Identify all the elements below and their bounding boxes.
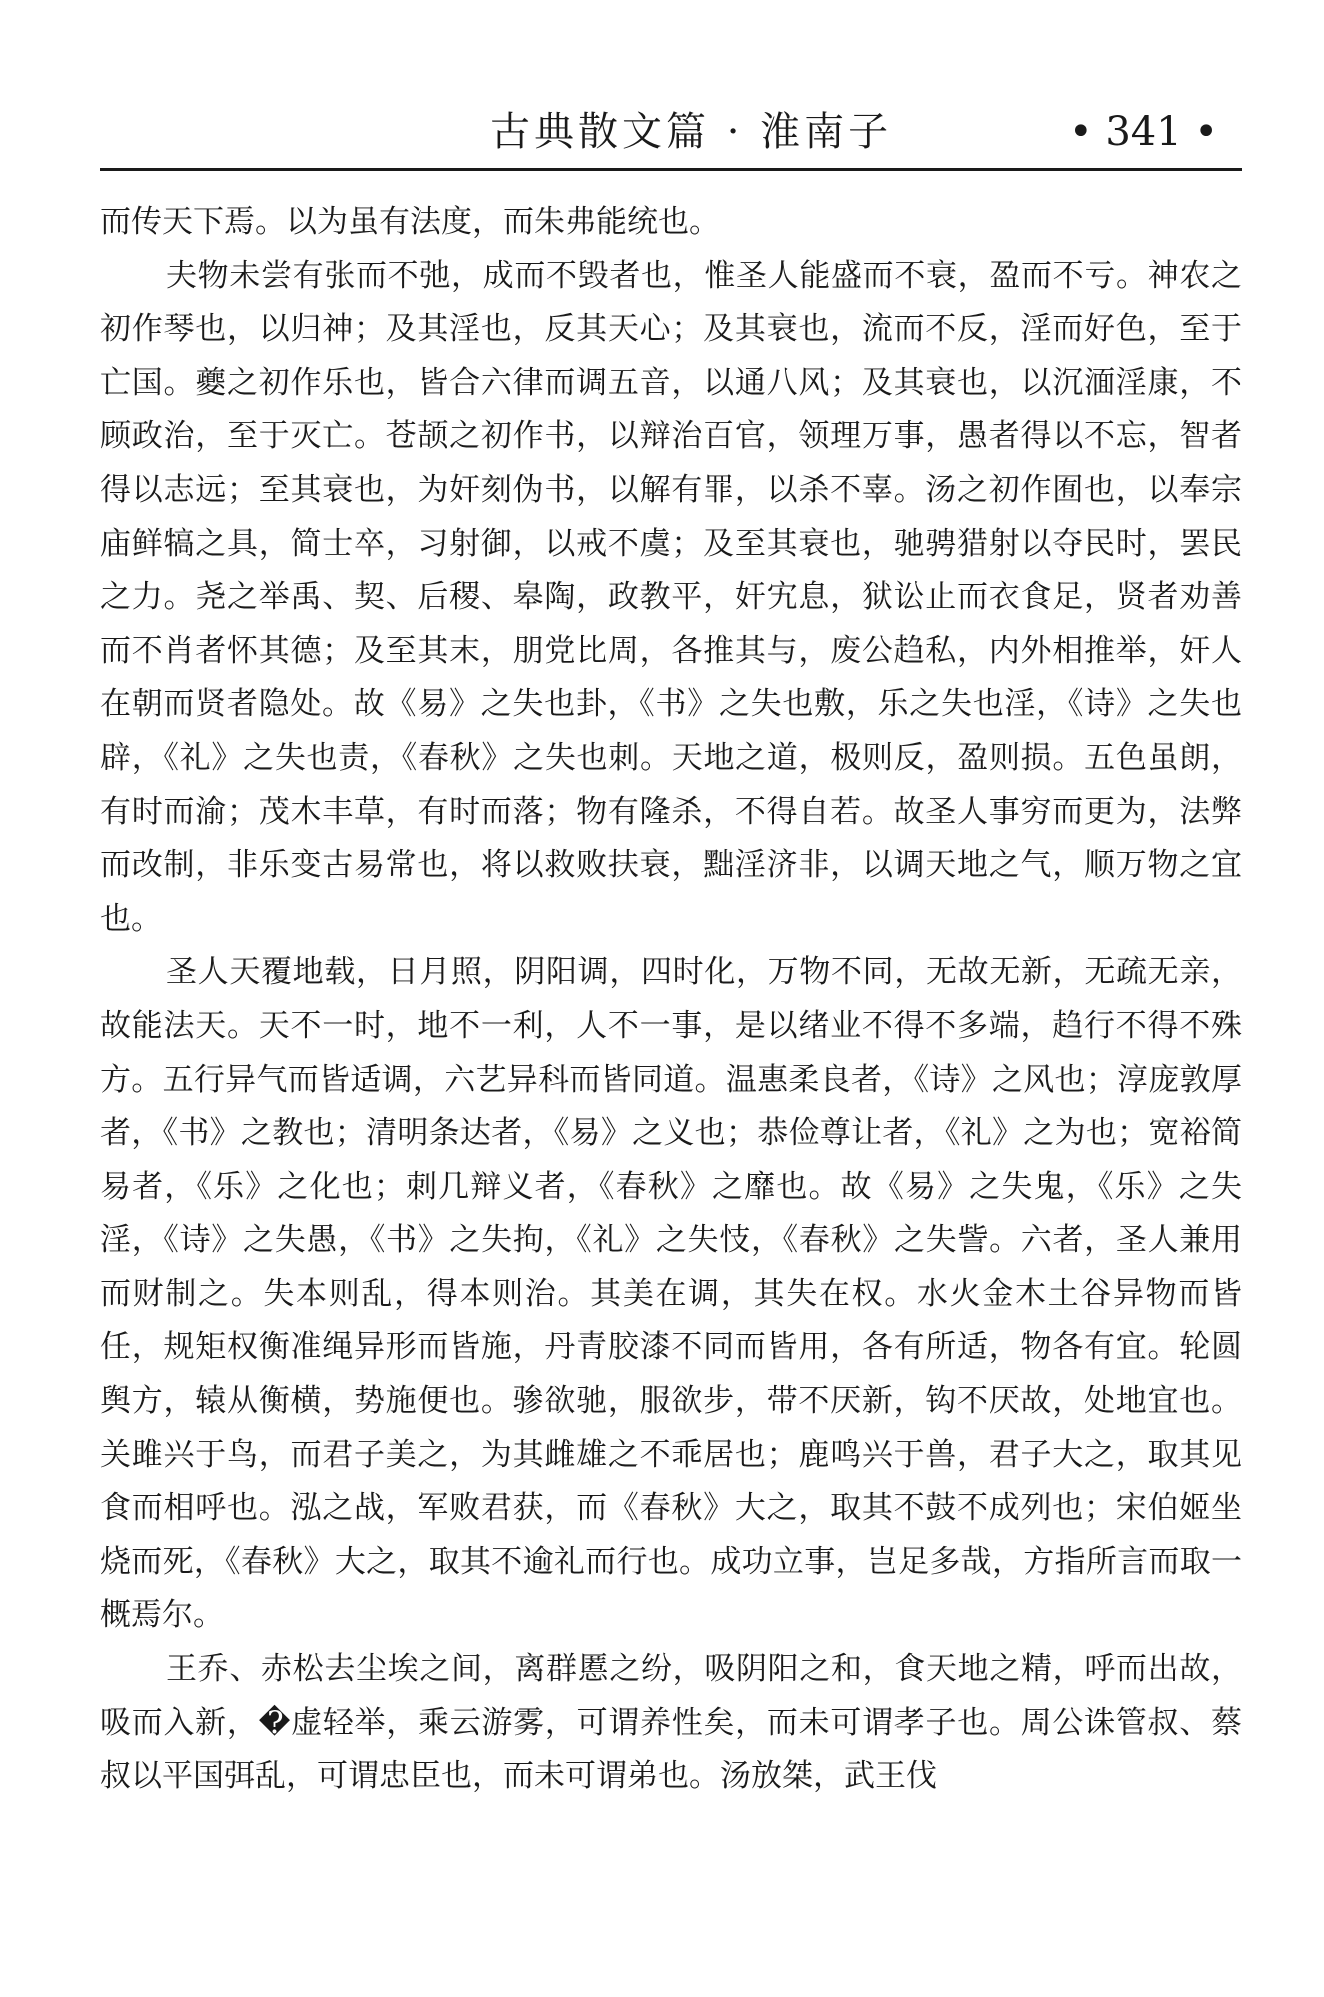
header-rule — [100, 168, 1242, 171]
header-title: 古典散文篇 · 淮南子 — [490, 109, 893, 155]
body-text — [100, 196, 1242, 1804]
paragraph: 而传天下焉。以为虽有法度，而朱弗能统也。 — [100, 204, 720, 240]
running-header — [100, 104, 1242, 164]
paragraph: 王乔、赤松去尘埃之间，离群慝之纷，吸阴阳之和，食天地之精，呼而出故，吸而入新，�虚轻举，乘云游雾，可谓养性矣，而未可谓孝子也。周公诛管叔、蔡叔以平国弭乱，可谓忠臣也，而未可谓弟也。汤放桀，武王伐 — [100, 1651, 1242, 1795]
page-number: • 341 • — [1069, 109, 1218, 155]
paragraph: 圣人天覆地载，日月照，阴阳调，四时化，万物不同，无故无新，无疏无亲，故能法天。天不一时，地不一利，人不一事，是以绪业不得不多端，趋行不得不殊方。五行异气而皆适调，六艺异科而皆同道。温惠柔良者，《诗》之风也；淳庞敦厚者，《书》之教也；清明条达者，《易》之义也；恭俭尊让者，《礼》之为也；宽裕简易者，《乐》之化也；刺几辩义者，《春秋》之靡也。故《易》之失鬼，《乐》之失淫，《诗》之失愚，《书》之失拘，《礼》之失忮，《春秋》之失訾。六者，圣人兼用而财制之。失本则乱，得本则治。其美在调，其失在权。水火金木土谷异物而皆任，规矩权衡准绳异形而皆施，丹青胶漆不同而皆用，各有所适，物各有宜。轮圆舆方，辕从衡横，势施便也。骖欲驰，服欲步，带不厌新，钩不厌故，处地宜也。关雎兴于鸟，而君子美之，为其雌雄之不乖居也；鹿鸣兴于兽，君子大之，取其见食而相呼也。泓之战，军败君获，而《春秋》大之，取其不鼓不成列也；宋伯姬坐烧而死，《春秋》大之，取其不逾礼而行也。成功立事，岂足多哉，方指所言而取一概焉尔。 — [100, 954, 1242, 1634]
paragraph: 夫物未尝有张而不弛，成而不毁者也，惟圣人能盛而不衰，盈而不亏。神农之初作琴也，以归神；及其淫也，反其天心；及其衰也，流而不反，淫而好色，至于亡国。夔之初作乐也，皆合六律而调五音，以通八风；及其衰也，以沉湎淫康，不顾政治，至于灭亡。苍颉之初作书，以辩治百官，领理万事，愚者得以不忘，智者得以志远；至其衰也，为奸刻伪书，以解有罪，以杀不辜。汤之初作囿也，以奉宗庙鲜犒之具，简士卒，习射御，以戒不虞；及至其衰也，驰骋猎射以夺民时，罢民之力。尧之举禹、契、后稷、皋陶，政教平，奸宄息，狱讼止而衣食足，贤者劝善而不肖者怀其德；及至其末，朋党比周，各推其与，废公趋私，内外相推举，奸人在朝而贤者隐处。故《易》之失也卦，《书》之失也敷，乐之失也淫，《诗》之失也辟，《礼》之失也责，《春秋》之失也刺。天地之道，极则反，盈则损。五色虽朗，有时而渝；茂木丰草，有时而落；物有隆杀，不得自若。故圣人事穷而更为，法弊而改制，非乐变古易常也，将以救败扶衰，黜淫济非，以调天地之气，顺万物之宜也。 — [100, 257, 1242, 937]
